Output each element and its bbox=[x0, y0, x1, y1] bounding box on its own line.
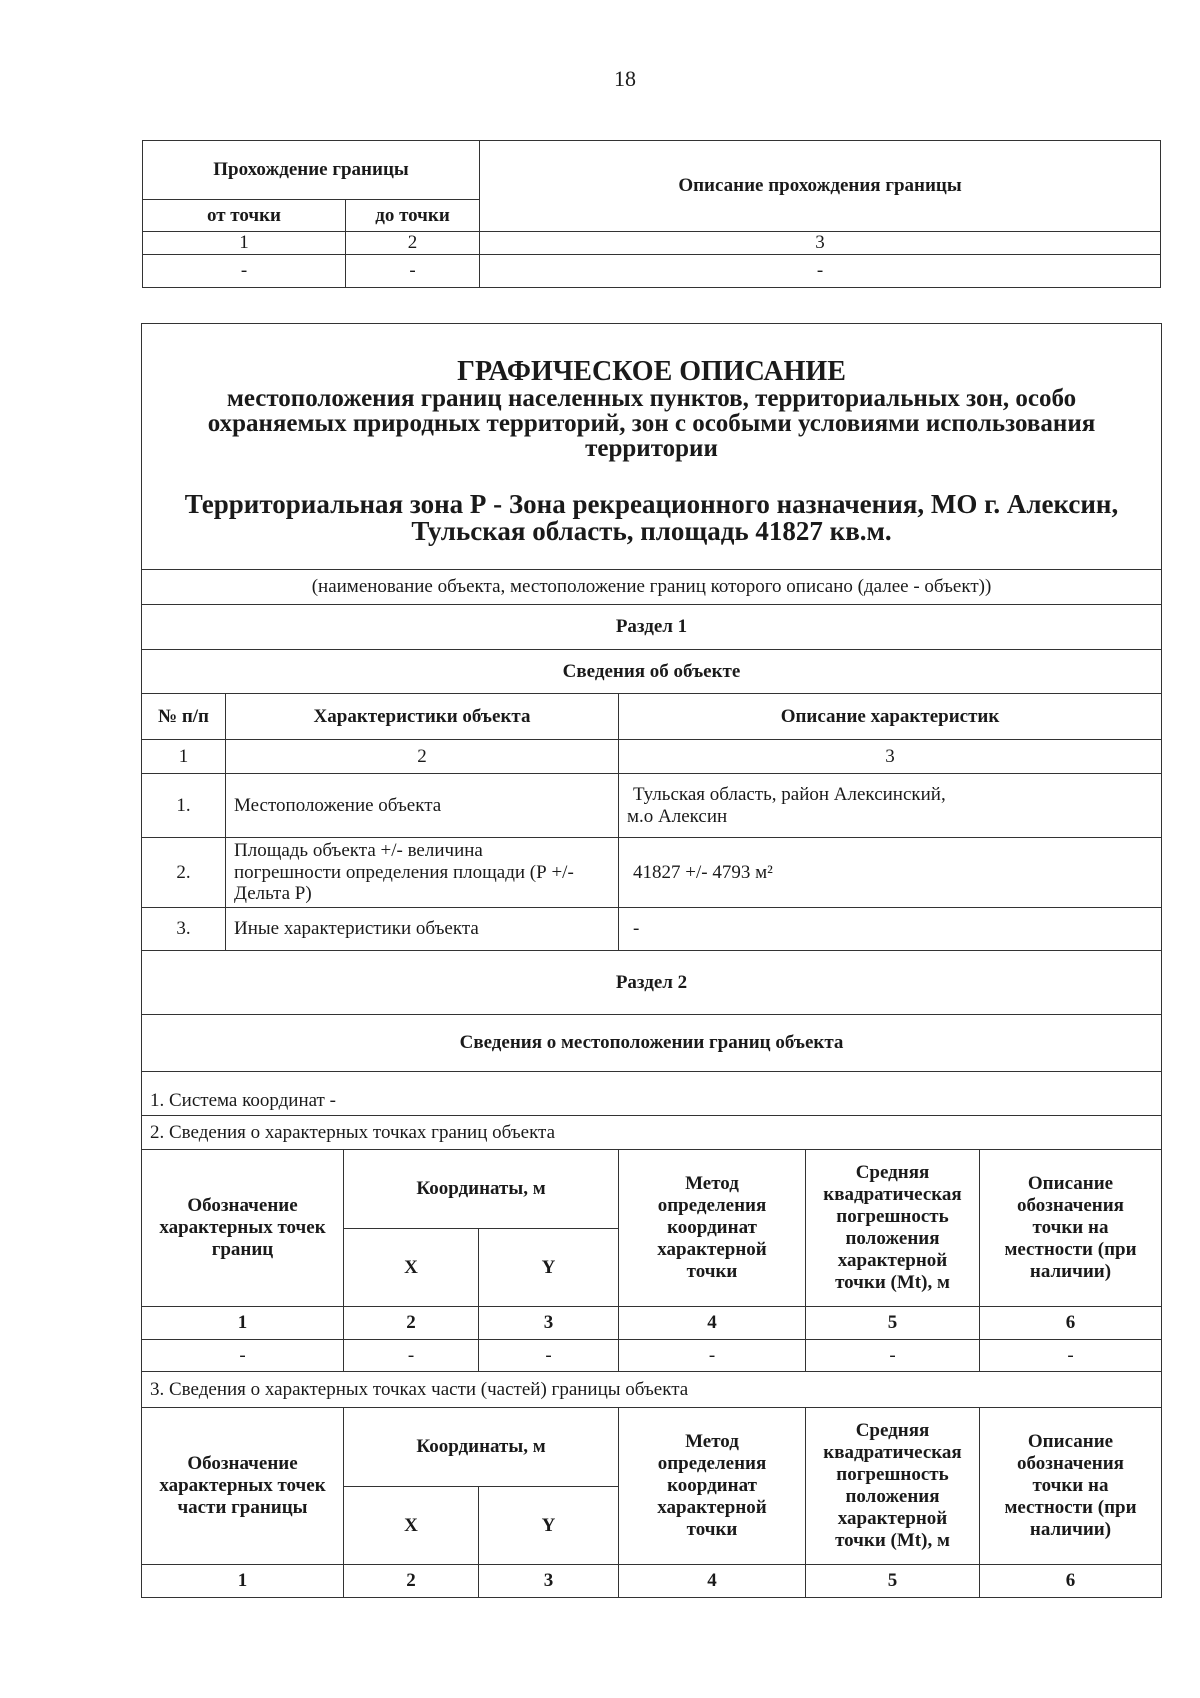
header-line: характерной bbox=[837, 1507, 948, 1529]
header-line: границ bbox=[211, 1238, 274, 1260]
characteristic-value bbox=[619, 774, 1162, 838]
subtitle-line: территории bbox=[585, 435, 718, 462]
column-number: 6 bbox=[980, 1307, 1162, 1340]
header-line: наличии) bbox=[1029, 1260, 1112, 1282]
boundary-passage-table bbox=[142, 140, 1161, 288]
header-line: погрешность bbox=[836, 1206, 949, 1228]
header-error bbox=[806, 1408, 980, 1565]
column-number: 3 bbox=[619, 740, 1162, 774]
document-title: ГРАФИЧЕСКОЕ ОПИСАНИЕ bbox=[457, 356, 846, 387]
to-point-header: до точки bbox=[346, 200, 480, 232]
header-line: Средняя bbox=[855, 1162, 930, 1184]
header-point-description bbox=[980, 1408, 1162, 1565]
subtitle-line: охраняемых природных территорий, зон с особыми условиями использования bbox=[207, 410, 1096, 437]
header-line: определения bbox=[657, 1453, 767, 1475]
boundary-description-header: Описание прохождения границы bbox=[480, 141, 1161, 232]
object-name-line: Территориальная зона Р - Зона рекреационного назначения, МО г. Алексин, bbox=[184, 489, 1119, 519]
header-y: Y bbox=[479, 1487, 619, 1565]
table-cell: - bbox=[344, 1340, 479, 1372]
header-line: квадратическая bbox=[823, 1184, 962, 1206]
section-1-subtitle: Сведения об объекте bbox=[142, 650, 1162, 694]
column-number: 2 bbox=[344, 1565, 479, 1598]
column-number: 1 bbox=[142, 740, 226, 774]
subtitle-line: местоположения границ населенных пунктов, территориальных зон, особо bbox=[226, 385, 1077, 412]
header-line: Обозначение bbox=[187, 1453, 298, 1475]
table-cell: - bbox=[806, 1340, 980, 1372]
boundary-group-header: Прохождение границы bbox=[143, 141, 480, 200]
column-number: 4 bbox=[619, 1307, 806, 1340]
header-line: части границы bbox=[177, 1496, 308, 1518]
header-line: обозначения bbox=[1017, 1195, 1124, 1217]
header-line: точки на bbox=[1032, 1217, 1109, 1239]
object-caption: (наименование объекта, местоположение границ которого описано (далее - объект)) bbox=[142, 570, 1162, 605]
graphic-description-table bbox=[141, 323, 1162, 1598]
column-number: 2 bbox=[346, 232, 480, 255]
header-line: Метод bbox=[685, 1431, 739, 1453]
row-number: 3. bbox=[142, 908, 226, 951]
column-number: 3 bbox=[479, 1307, 619, 1340]
header-x: X bbox=[344, 1487, 479, 1565]
page-number: 18 bbox=[614, 66, 636, 91]
header-line: положения bbox=[845, 1486, 940, 1507]
column-number: 2 bbox=[226, 740, 619, 774]
header-line: квадратическая bbox=[823, 1442, 962, 1464]
title-block bbox=[142, 324, 1162, 570]
value-line: Тульская область, район Алексинский, bbox=[633, 783, 946, 805]
column-number: 4 bbox=[619, 1565, 806, 1598]
row-number: 1. bbox=[142, 774, 226, 838]
header-line: определения bbox=[657, 1195, 767, 1217]
column-number: 3 bbox=[479, 1565, 619, 1598]
header-line: местности (при bbox=[1004, 1238, 1137, 1260]
value-line: м.о Алексин bbox=[627, 805, 728, 827]
coordinate-system: 1. Система координат - bbox=[142, 1072, 1162, 1116]
table-cell: - bbox=[479, 1340, 619, 1372]
characteristic bbox=[226, 838, 619, 908]
header-coordinates: Координаты, м bbox=[344, 1408, 619, 1487]
column-number: 2 bbox=[344, 1307, 479, 1340]
header-line: характерной bbox=[657, 1496, 767, 1518]
header-line: характерной bbox=[837, 1249, 948, 1271]
header-line: Описание bbox=[1027, 1173, 1114, 1195]
header-description: Описание характеристик bbox=[619, 694, 1162, 740]
characteristic: Иные характеристики объекта bbox=[226, 908, 619, 951]
characteristic-line: погрешности определения площади (Р +/- Дельта Р) bbox=[234, 861, 574, 905]
header-line: характерных точек bbox=[159, 1475, 326, 1497]
characteristic-value: 41827 +/- 4793 м² bbox=[619, 838, 1162, 908]
header-line: Средняя bbox=[855, 1420, 930, 1442]
header-line: координат bbox=[667, 1217, 757, 1239]
column-number: 1 bbox=[142, 1307, 344, 1340]
header-designation bbox=[142, 1150, 344, 1307]
section-2-title: Раздел 2 bbox=[142, 951, 1162, 1015]
table-cell: - bbox=[480, 255, 1161, 288]
header-line: наличии) bbox=[1029, 1518, 1112, 1540]
column-number: 5 bbox=[806, 1565, 980, 1598]
header-line: положения bbox=[845, 1228, 940, 1249]
header-line: местности (при bbox=[1004, 1496, 1137, 1518]
header-line: Метод bbox=[685, 1173, 739, 1195]
table-cell: - bbox=[619, 1340, 806, 1372]
header-line: Обозначение bbox=[187, 1195, 298, 1217]
header-line: обозначения bbox=[1017, 1453, 1124, 1475]
header-method bbox=[619, 1150, 806, 1307]
header-characteristics: Характеристики объекта bbox=[226, 694, 619, 740]
column-number: 5 bbox=[806, 1307, 980, 1340]
section-1-title: Раздел 1 bbox=[142, 605, 1162, 650]
column-number: 3 bbox=[480, 232, 1161, 255]
header-line: характерной bbox=[657, 1238, 767, 1260]
header-error bbox=[806, 1150, 980, 1307]
header-line: точки на bbox=[1032, 1475, 1109, 1497]
characteristic-line: Площадь объекта +/- величина bbox=[234, 839, 483, 861]
header-number: № п/п bbox=[142, 694, 226, 740]
table-cell: - bbox=[143, 255, 346, 288]
column-number: 1 bbox=[142, 1565, 344, 1598]
column-number: 6 bbox=[980, 1565, 1162, 1598]
object-name-line: Тульская область, площадь 41827 кв.м. bbox=[411, 516, 892, 546]
header-point-description bbox=[980, 1150, 1162, 1307]
header-line: координат bbox=[667, 1475, 757, 1497]
header-line: точки (Mt), м bbox=[835, 1529, 950, 1551]
header-line: точки (Mt), м bbox=[835, 1271, 950, 1293]
points-title: 2. Сведения о характерных точках границ объекта bbox=[142, 1116, 1162, 1150]
table-cell: - bbox=[980, 1340, 1162, 1372]
section-2-subtitle: Сведения о местоположении границ объекта bbox=[142, 1015, 1162, 1072]
characteristic: Местоположение объекта bbox=[226, 774, 619, 838]
row-number: 2. bbox=[142, 838, 226, 908]
header-y: Y bbox=[479, 1229, 619, 1307]
header-line: точки bbox=[686, 1518, 738, 1540]
from-point-header: от точки bbox=[143, 200, 346, 232]
table-cell: - bbox=[142, 1340, 344, 1372]
header-line: Описание bbox=[1027, 1431, 1114, 1453]
table-cell: - bbox=[346, 255, 480, 288]
header-coordinates: Координаты, м bbox=[344, 1150, 619, 1229]
parts-title: 3. Сведения о характерных точках части (частей) границы объекта bbox=[142, 1372, 1162, 1408]
characteristic-value: - bbox=[619, 908, 1162, 951]
column-number: 1 bbox=[143, 232, 346, 255]
header-part-designation bbox=[142, 1408, 344, 1565]
header-line: точки bbox=[686, 1260, 738, 1282]
header-x: X bbox=[344, 1229, 479, 1307]
header-line: характерных точек bbox=[159, 1217, 326, 1239]
header-line: погрешность bbox=[836, 1464, 949, 1486]
header-method bbox=[619, 1408, 806, 1565]
